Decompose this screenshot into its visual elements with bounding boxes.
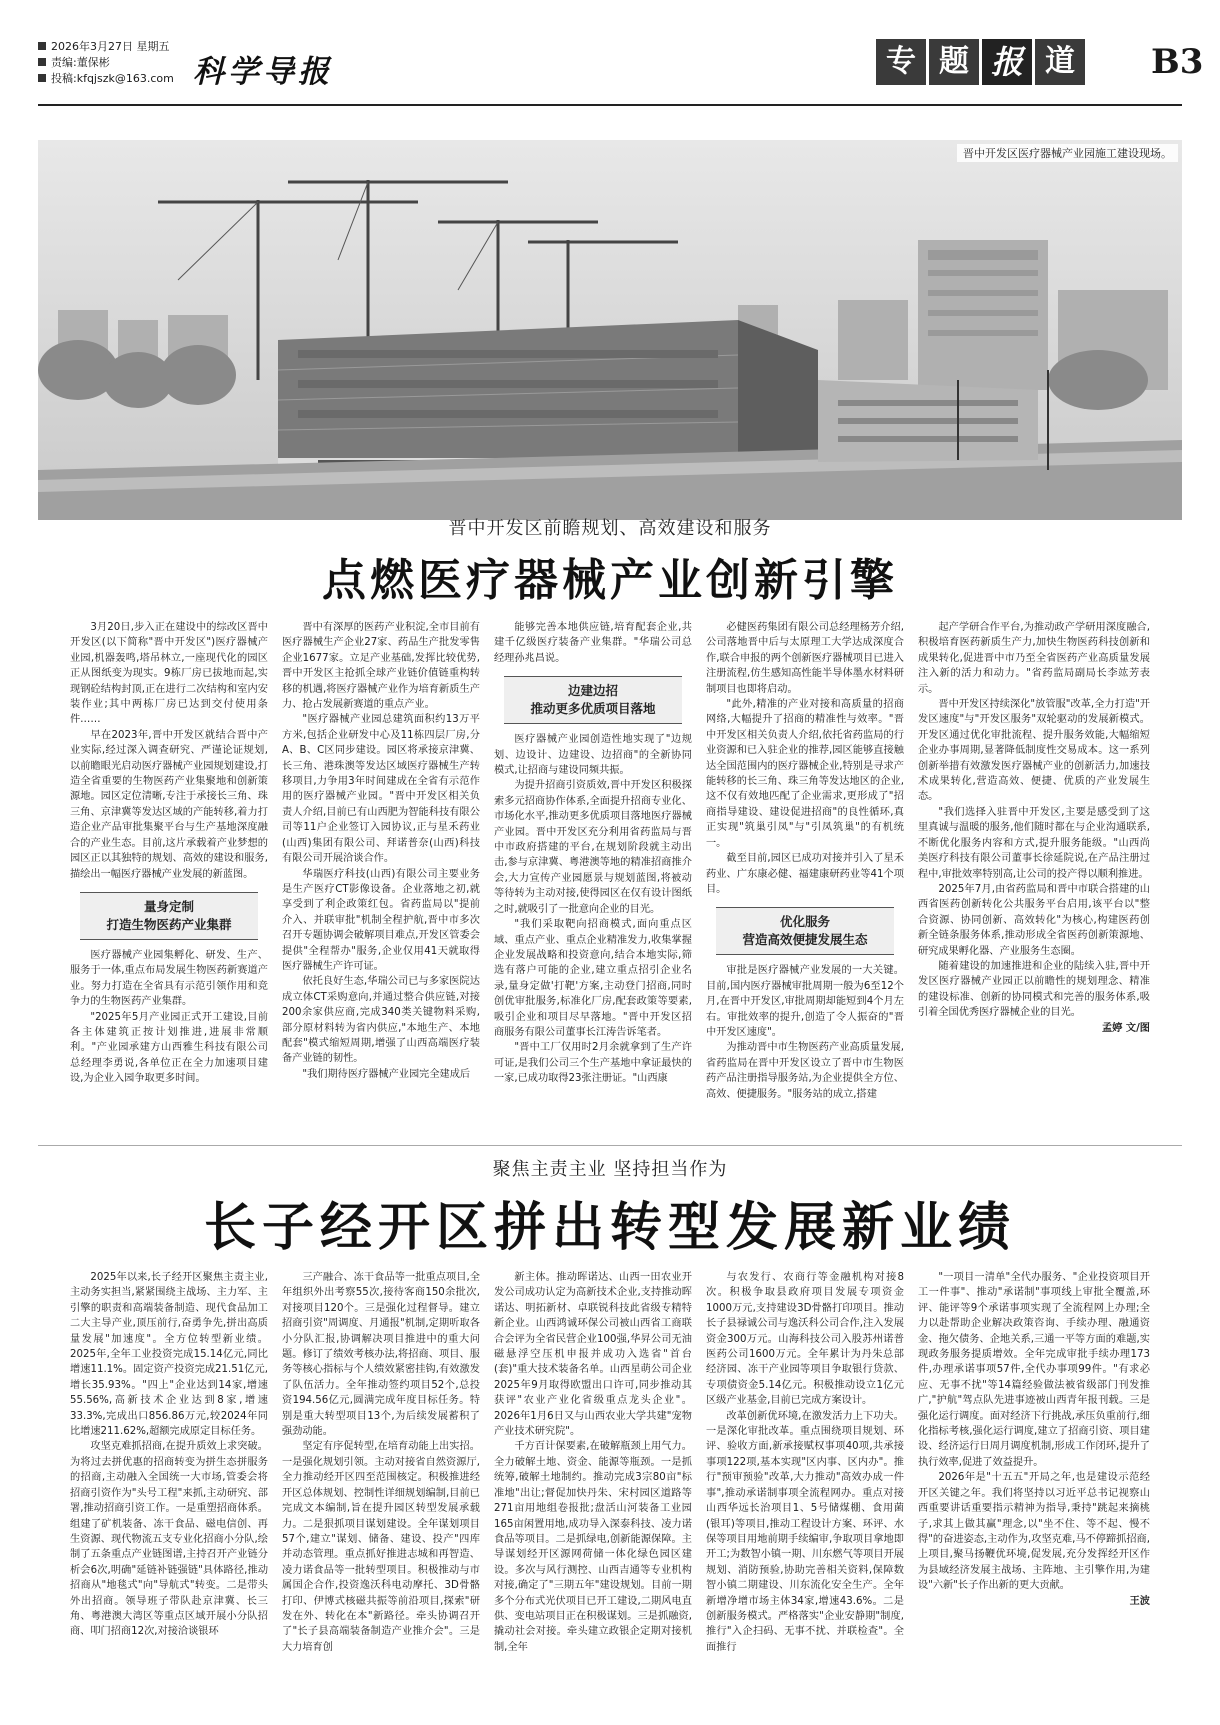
paragraph: "我们期待医疗器械产业园完全建成后 [302, 1068, 471, 1080]
paragraph: 晋中开发区持续深化"放管服"改革,全力打造"开发区速度"与"开发区服务"双轮驱动的发展新模式。开发区通过优化审批流程、提升服务效能,大幅缩短企业办事周期,显著降低制度性交易成本。这一系列创新举措有效激发医疗器械产业的创新活力,加速技术成果转化,营造高效、便捷、优质的产业发展生态。 [918, 699, 1150, 803]
bullet-square-icon [38, 42, 46, 50]
article1-column-3 [494, 620, 692, 1140]
paragraph: 依托良好生态,华瑞公司已与多家医院达成立体CT采购意向,并通过整合供应链,对接200余家供应商,完成340类关键物料采购,部分原材料转为省内供应,"本地生产、本地配套"模式缩短周期,增强了山西高端医疗装备产业链的韧性。 [282, 976, 480, 1065]
article1-byline: 孟婷 文/图 [1101, 1022, 1150, 1034]
masthead [38, 36, 1204, 100]
editor-line [38, 56, 110, 70]
paragraph: 截至目前,园区已成功对接并引入了星禾药业、广东康必健、福建康研药业等41个项目。 [706, 853, 904, 895]
article2-byline: 王波 [1129, 1595, 1150, 1607]
article1-headline: 点燃医疗器械产业创新引擎 [322, 555, 898, 606]
article2-column-4 [706, 1270, 904, 1695]
paragraph: 三产融合、冻干食品等一批重点项目,全年组织外出考察55次,接待客商150余批次,对接项目120个。三是强化过程督导。建立招商引资"周调度、月通报"机制,定期听取各小分队汇报,协调解决项目推进中的重大问题。修订了绩效考核办法,将招商、项目、服务等核心指标与个人绩效紧密挂钩,有效激发了队伍活力。全年推动签约项目52个,总投资194.56亿元,圆满完成年度目标任务。特别是重大转型项目13个,为后续发展蓄积了强劲动能。 [282, 1272, 480, 1438]
article1-column-2 [282, 620, 480, 1140]
subheading-1 [80, 892, 258, 940]
paragraph: 审批是医疗器械产业发展的一大关键。目前,国内医疗器械审批周期一般为6至12个月,在晋中开发区,审批周期却能短到4个月左右。审批效率的提升,创造了令人振奋的"晋中开发区速度"。 [706, 965, 904, 1038]
issue-date: 2026年3月27日 星期五 [51, 40, 170, 53]
paragraph: 坚定有序促转型,在培育动能上出实招。一是强化规划引领。主动对接省自然资源厅,全力推动经开区四至范围核定。积极推进经开区总体规划、控制性详细规划编制,目前已完成文本编制,旨在提升园区转型发展承载力。二是狠抓项目谋划建设。全年谋划项目57个,建立"谋划、储备、建设、投产"四库并动态管理。重点抓好推进志城和再智造、凌力诺食品等一批转型项目。积极推动与市属国企合作,投资逸沃科电动摩托、3D骨骼打印、伊博式核磁共振等前沿项目,探索"研发在外、转化在本"新路径。牵头协调召开了"长子县高端装备制造产业推介会"。三是大力培育创 [282, 1441, 480, 1653]
paragraph: 必健医药集团有限公司总经理杨芳介绍,公司落地晋中后与太原理工大学达成深度合作,联合申报的两个创新医疗器械项目已进入注册流程,仿生感知高性能半导体墨水材料研制项目也即将启动。 [706, 622, 904, 695]
paragraph: 千方百计保要素,在破解瓶颈上用气力。全力破解土地、资金、能源等瓶颈。一是抓统筹,破解土地制约。推动完成3宗80亩"标准地"出让;督促加快丹朱、宋村园区道路等271亩用地组卷报批;盘活山河装备工业园165亩闲置用地,成功导入深泰科技、凌力诺食品等项目。二是抓绿电,创新能源保障。主导谋划经开区源网荷储一体化绿色园区建设。多次与风行测控、山西吉通等专业机构对接,确定了"三期五年"建设规划。目前一期多个分布式光伏项目已开工建设,二期风电直供、变电站项目正在积极谋划。三是抓融资,撬动社会对接。牵头建立政银企定期对接机制,全年 [494, 1441, 692, 1653]
subheading-3 [716, 907, 894, 955]
article2-column-2 [282, 1270, 480, 1695]
date-line [38, 40, 170, 54]
bullet-square-icon [38, 74, 46, 82]
submission-email: 投稿:kfqjszk@163.com [51, 72, 174, 85]
bullet-square-icon [38, 58, 46, 66]
paragraph: 为提升招商引资质效,晋中开发区积极探索多元招商协作体系,全面提升招商专业化、市场化水平,推动更多优质项目落地医疗器械产业园。晋中开发区充分利用省药监局与晋中市政府搭建的平台,在规划阶段就主动出击,参与京津冀、粤港澳等地的精准招商推介会,大力宣传产业园愿景与规划蓝图,将被动等待转为主动对接,使得园区在仅有设计图纸之时,就吸引了一批意向企业的目光。 [494, 780, 692, 915]
paragraph: 随着建设的加速推进和企业的陆续入驻,晋中开发区医疗器械产业园正以前瞻性的规划理念、精准的建设标准、创新的协同模式和完善的服务体系,吸引着全国优秀医疗器械企业的目光。 [918, 960, 1150, 1019]
paragraph: "一项目一清单"全代办服务、"企业投资项目开工一件事"、推动"承诺制"事项线上审批全覆盖,环评、能评等9个承诺事项实现了全流程网上办理;全力以赴帮助企业解决政策咨询、手续办理、融通资金、拖欠债务、企地关系,三通一平等方面的难题,实现政务服务提质增效。全年完成审批手续办理173件,办理承诺事项57件,全代办事项99件。"有求必应、无事不扰"等14篇经验做法被省级部门刊发推广,"护航"驾点队先进事迹被山西青年报刊载。三是强化运行调度。面对经济下行挑战,承压负重前行,细化指标考核,强化运行调度,建立了招商引资、项目建设、经济运行日周月调度机制,形成工作闭环,提升了执行效率,促进了效益提升。 [918, 1272, 1150, 1468]
paragraph: 2025年以来,长子经开区聚焦主责主业,主动务实担当,紧紧围绕主战场、主力军、主引擎的职责和高端装备制造、现代食品加工二大主导产业,顶压前行,奋勇争先,拼出高质量发展"加速度"。全方位转型新业绩。2025年,全年工业投资完成15.14亿元,同比增速11.1%。固定资产投资完成21.51亿元,增长35.93%。"四上"企业达到14家,增速55.56%,高新技术企业达到8家,增速33.3%,完成出口856.86万元,较2024年同比增速211.62%,超额完成原定目标任务。 [70, 1272, 268, 1438]
masthead-rule [38, 104, 1182, 106]
subheading-line: 边建边招 [567, 683, 618, 699]
paragraph: "此外,精准的产业对接和高质量的招商网络,大幅提升了招商的精准性与效率。"晋中开发区相关负责人介绍,依托省药监局的行业资源和已入驻企业的推荐,园区能够直接触达全国范围内的医疗器械企业,特别是寻求产能转移的长三角、珠三角等发达地区的企业,这不仅有效地匹配了企业需求,更形成了"招商指导建设、建设促进招商"的良性循环,真正实现"筑巢引凤"与"引凤筑巢"的有机统一。 [706, 699, 904, 849]
paragraph: 晋中有深厚的医药产业积淀,全市目前有医疗器械生产企业27家、药品生产批发零售企业1677家。立足产业基础,发挥比较优势,晋中开发区主抢抓全球产业链价值链重构转移的机遇,将医疗器械产业作为培育新质生产力、抢占发展新赛道的重点产业。 [282, 622, 480, 711]
article1-column-1 [70, 620, 268, 1140]
article2-kicker: 聚焦主责主业 坚持担当作为 [492, 1159, 728, 1180]
article-divider [38, 1145, 1182, 1146]
paragraph: 与农发行、农商行等金融机构对接8次。积极争取县政府项目发展专项资金1000万元,支持建设3D骨骼打印项目。推动长子县禄诚公司与逸沃科公司合作,注入发展资金300万元。山海科技公司入股苏州诺普医药公司1600万元。全年累计为丹朱总部经济园、冻干产业园等项目争取银行贷款、专项债资金5.14亿元。积极推动设立1亿元区级产业基金,目前已完成方案设计。 [706, 1272, 904, 1407]
section-char-4: 道 [1035, 39, 1085, 85]
paragraph: "晋中工厂仅用时2月余就拿到了生产许可证,是我们公司三个生产基地中拿证最快的一家,已成功取得23张注册证。"山西康 [494, 1042, 692, 1085]
section-char-3: 报 [982, 39, 1032, 85]
paragraph: 医疗器械产业园创造性地实现了"边规划、边设计、边建设、边招商"的全新协同模式,让招商与建设同频共振。 [494, 734, 692, 777]
subheading-line: 优化服务 [779, 914, 830, 930]
subheading-line: 量身定制 [143, 898, 194, 914]
paragraph: 医疗器械产业园集孵化、研发、生产、服务于一体,重点布局发展生物医药新赛道产业。努力打造在全省具有示范引领作用和竞争力的生物医药产业集群。 [70, 949, 268, 1008]
paragraph: "医疗器械产业园总建筑面积约13万平方米,包括企业研发中心及11栋四层厂房,分A、B、C区同步建设。园区将承接京津冀、长三角、港珠澳等发达区域医疗器械生产转移项目,力争用3年时间建成在全省有示范作用的医疗器械产业园。"晋中开发区相关负责人介绍,目前已有山西肥为智能科技有限公司等11户企业签订入园协议,正与星禾药业(山西)集团有限公司、拜诺普奈(山西)科技有限公司开展洽谈合作。 [282, 714, 480, 865]
article1-kicker: 晋中开发区前瞻规划、高效建设和服务 [448, 518, 772, 539]
article1-column-5 [918, 620, 1150, 1140]
paragraph: 早在2023年,晋中开发区就结合晋中产业实际,经过深入调查研究、严谨论证规划,以前瞻眼光启动医疗器械产业园规划建设,打造全省重要的生物医药产业集聚地和创新策源地。园区定位清晰,专注于承接长三角、珠三角、京津冀等发达区域的产能转移,着力打造企业产品审批集聚平台与生产基地深度融合的产业生态。目前,这片承载着产业梦想的园区正以其独特的规划、高效的建设和服务,描绘出一幅医疗器械产业发展的新蓝图。 [70, 729, 268, 880]
editor-name: 责编:董保彬 [51, 56, 110, 69]
paragraph: 3月20日,步入正在建设中的综改区晋中开发区(以下简称"晋中开发区")医疗器械产业园,机器轰鸣,塔吊林立,一座现代化的园区正从图纸变为现实。9栋厂房已拔地而起,实现钢砼结构封顶,正在进行二次结构和室内安装作业;其中两栋厂房已达到交付使用条件…… [70, 622, 268, 726]
subheading-line: 打造生物医药产业集群 [106, 916, 232, 932]
article2-column-3 [494, 1270, 692, 1695]
paragraph: 起产学研合作平台,为推动政产学研用深度融合,积极培育医药新质生产力,加快生物医药科技创新和成果转化,促进晋中市乃至全省医药产业高质量发展注入新的活力和动力。"省药监局副局长李竑芳表示。 [918, 622, 1150, 695]
article2-headline: 长子经开区拼出转型发展新业绩 [203, 1197, 1016, 1258]
section-title [876, 36, 1088, 88]
article1-column-4 [706, 620, 904, 1140]
construction-site-illustration [38, 140, 1182, 520]
paragraph: 华瑞医疗科技(山西)有限公司主要业务是生产医疗CT影像设备。企业落地之初,就享受到了利企政策红包。省药监局以"提前介入、并联审批"机制全程护航,晋中市多次召开专题协调会破解项目难点,开发区管委会提供"全程帮办"服务,企业仅用41天就取得医疗器械生产许可证。 [282, 868, 480, 972]
article2-column-1 [70, 1270, 268, 1695]
paragraph: 2026年是"十五五"开局之年,也是建设示范经开区关键之年。我们将坚持以习近平总书记视察山西重要讲话重要指示精神为指导,秉持"跳起来摘桃子,求其上做其赢"理念,以"坐不住、等不起、慢不得"的奋进姿态,主动作为,攻坚克难,马不停蹄抓招商,上项目,聚马扬鞭优环境,促发展,充分发挥经开区作为县域经济发展主战场、主阵地、主引擎作用,为建设"六新"长子作出新的更大贡献。 [918, 1472, 1150, 1592]
paragraph: 能够完善本地供应链,培育配套企业,共建千亿级医疗装备产业集群。"华瑞公司总经理孙兆昌说。 [494, 622, 692, 664]
paragraph: "我们采取靶向招商模式,面向重点区域、重点产业、重点企业精准发力,收集掌握企业发展战略和投资意向,结合本地实际,筛选有落户可能的企业,建立重点招引企业名录,量身定做'打靶'方案,主动登门招商,同时创优审批服务,标准化厂房,配套政策等要素,吸引企业和项目尽早落地。"晋中开发区招商服务有限公司董事长江涛告诉笔者。 [494, 919, 692, 1038]
paragraph: 攻坚克难抓招商,在提升质效上求突破。为将过去拼优惠的招商转变为拼生态拼服务的招商,主动融入全国统一大市场,管委会将招商引资作为"头号工程"来抓,主动研究、部署,推动招商引资工作。一是重塑招商体系。组建了矿机装备、冻干食品、磁电信创、再生资源、现代物流五支专业化招商小分队,绘制了五条重点产业链图谱,主持召开产业链分析会6次,明确"延链补链强链"具体路径,推动招商从"地毯式"向"导航式"转变。二是带头外出招商。领导班子带队赴京津冀、长三角、粤港澳大湾区等重点区域开展小分队招商、叩门招商12次,对接洽谈银环 [70, 1441, 268, 1638]
paragraph: 改革创新优环境,在激发活力上下功夫。一是深化审批改革。重点围绕项目规划、环评、验收方面,新承接赋权事项40项,共承接事项122项,基本实现"区内事、区内办"。推行"预审预验"改革,大力推动"高效办成一件事",推动承诺制事项全流程网办。重点对接山西华远长治项目1、5号储煤棚、食用菌(银耳)等项目,推动工程设计方案、环评、水保等项目用地前期手续编审,争取项目拿地即开工;为数智小镇一期、川东燃气等项目开展规划、消防预验,协助完善相关资料,保障数智小镇二期建设、川东流化安全生产。全年新增净增市场主体34家,增速43.6%。二是创新服务模式。严格落实"企业安静期"制度,推行"入企扫码、无事不扰、并联检查"。全面推行 [706, 1410, 904, 1653]
subheading-line: 营造高效便捷发展生态 [742, 932, 868, 948]
photo-caption: 晋中开发区医疗器械产业园施工建设现场。 [957, 144, 1178, 162]
page-number: B3 [1151, 42, 1204, 82]
section-char-1: 专 [876, 39, 926, 85]
paragraph: 2025年7月,由省药监局和晋中市联合搭建的山西省医药创新转化公共服务平台启用,该平台以"整合资源、协同创新、高效转化"为核心,构建医药创新全链条服务体系,推动形成全省医药创新策源地、研究成果孵化器、产业服务生态圈。 [918, 883, 1150, 957]
article2-column-5 [918, 1270, 1150, 1695]
paper-logo: 科学导报 [193, 54, 333, 90]
paragraph: "2025年5月产业园正式开工建设,目前各主体建筑正按计划推进,进展非常顺利。"产业园承建方山西雅生科技有限公司总经理李勇说,各单位正在全力加速项目建设,为企业入园争取更多时间。 [70, 1011, 268, 1085]
construction-photo [38, 140, 1182, 520]
section-char-2: 题 [929, 39, 979, 85]
subheading-line: 推动更多优质项目落地 [530, 701, 656, 717]
subheading-2 [504, 676, 682, 724]
paragraph: 为推动晋中市生物医药产业高质量发展,省药监局在晋中开发区设立了晋中市生物医药产品注册指导服务站,为企业提供全方位、高效、便捷服务。"服务站的成立,搭建 [706, 1042, 904, 1100]
email-line [38, 72, 174, 86]
paragraph: "我们选择入驻晋中开发区,主要是感受到了这里真诚与温暖的服务,他们随时都在与企业沟通联系,不断优化服务内容和方式,提升服务能级。"山西尚美医疗科技有限公司董事长徐延院说,在产品注册过程中,审批效率特别高,让公司的投产得以顺利推进。 [918, 806, 1150, 880]
paragraph: 新主体。推动晖诺达、山西一田农业开发公司成功认定为高新技术企业,支持推动晖诺达、明拓新材、卓联锐科技此省级专精特新企业。山西鸿诚环保公司被山西省工商联合会评为全省民营企业100强,华昇公司无油磁悬浮空压机申报并成功入选省"首台(套)"重大技术装备名单。山西星萌公司企业2025年9月取得欧盟出口许可,同步推动其获评"农业产业化省级重点龙头企业"。2026年1月6日又与山西农业大学共建"宠物产业技术研究院"。 [494, 1272, 692, 1438]
